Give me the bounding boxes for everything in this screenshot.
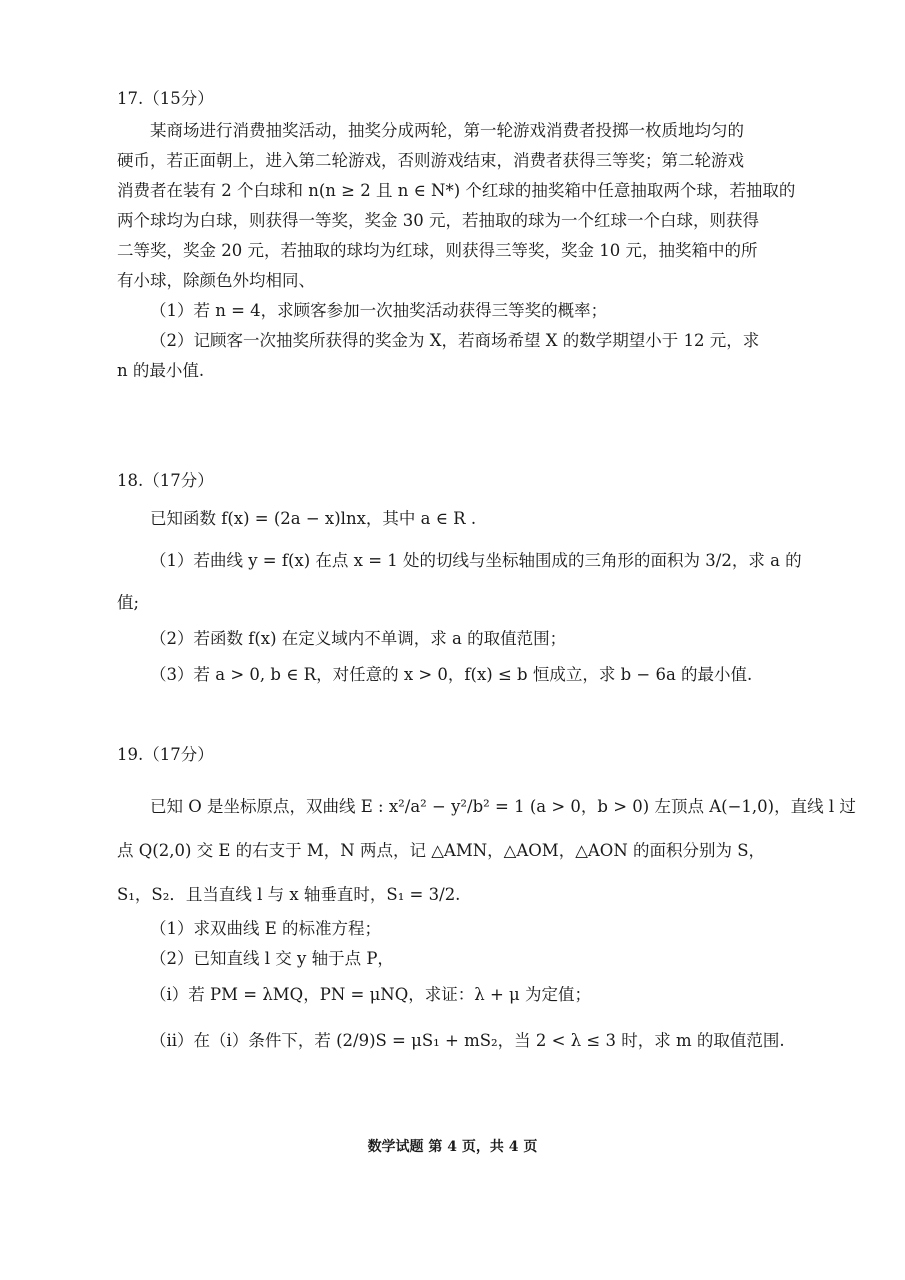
problem-text-line: 值;	[117, 593, 140, 612]
problem-text-line: 已知函数 f(x) = (2a − x)lnx，其中 a ∈ R .	[150, 509, 477, 528]
problem-heading: 18.（17分）	[117, 471, 214, 490]
sub-question: （2）记顾客一次抽奖所获得的奖金为 X，若商场希望 X 的数学期望小于 12 元，求	[150, 331, 760, 350]
problem-text-line: 两个球均为白球，则获得一等奖，奖金 30 元，若抽取的球为一个红球一个白球，则获得	[117, 211, 759, 230]
page-footer: 数学试题 第 4 页，共 4 页	[367, 1139, 538, 1155]
sub-question: （1）若 n = 4，求顾客参加一次抽奖活动获得三等奖的概率；	[150, 301, 608, 320]
problem-text-line: 二等奖，奖金 20 元，若抽取的球均为红球，则获得三等奖，奖金 10 元，抽奖箱中的所	[117, 241, 758, 260]
sub-question: （2）已知直线 l 交 y 轴于点 P，	[150, 949, 394, 968]
problem-text-line: 已知 O 是坐标原点，双曲线 E : x²/a² − y²/b² = 1 (a > 0，b > 0) 左顶点 A(−1,0)，直线 l 过	[150, 797, 856, 816]
problem-text-line: n 的最小值.	[117, 361, 205, 380]
problem-text-line: 点 Q(2,0) 交 E 的右支于 M，N 两点，记 △AMN，△AOM，△AON 的面积分别为 S，	[117, 841, 766, 860]
sub-question: （2）若函数 f(x) 在定义域内不单调，求 a 的取值范围；	[150, 629, 567, 648]
sub-question: （i）若 PM = λMQ，PN = μNQ，求证：λ + μ 为定值；	[150, 985, 591, 1004]
sub-question: （1）求双曲线 E 的标准方程；	[150, 919, 382, 938]
problem-19	[117, 740, 856, 1056]
sub-question: （3）若 a > 0, b ∈ R，对任意的 x > 0，f(x) ≤ b 恒成立，求 b − 6a 的最小值.	[150, 665, 753, 684]
problem-17	[117, 84, 797, 386]
problem-text-line: 某商场进行消费抽奖活动，抽奖分成两轮，第一轮游戏消费者投掷一枚质地均匀的	[150, 121, 744, 140]
problem-18	[117, 466, 802, 690]
problem-heading: 19.（17分）	[117, 745, 214, 764]
sub-question: （ii）在（i）条件下，若 (2/9)S = μS₁ + mS₂，当 2 < λ ≤ 3 时，求 m 的取值范围.	[150, 1031, 785, 1050]
sub-question: （1）若曲线 y = f(x) 在点 x = 1 处的切线与坐标轴围成的三角形的面积为 3/2，求 a 的	[150, 551, 802, 570]
problem-heading: 17.（15分）	[117, 89, 214, 108]
problem-text-line: 消费者在装有 2 个白球和 n(n ≥ 2 且 n ∈ N*) 个红球的抽奖箱中任意抽取两个球，若抽取的	[117, 181, 796, 200]
problem-text-line: S₁，S₂．且当直线 l 与 x 轴垂直时，S₁ = 3/2.	[117, 885, 461, 904]
problem-text-line: 硬币，若正面朝上，进入第二轮游戏，否则游戏结束，消费者获得三等奖；第二轮游戏	[117, 151, 744, 170]
problem-text-line: 有小球，除颜色外均相同、	[117, 271, 315, 290]
